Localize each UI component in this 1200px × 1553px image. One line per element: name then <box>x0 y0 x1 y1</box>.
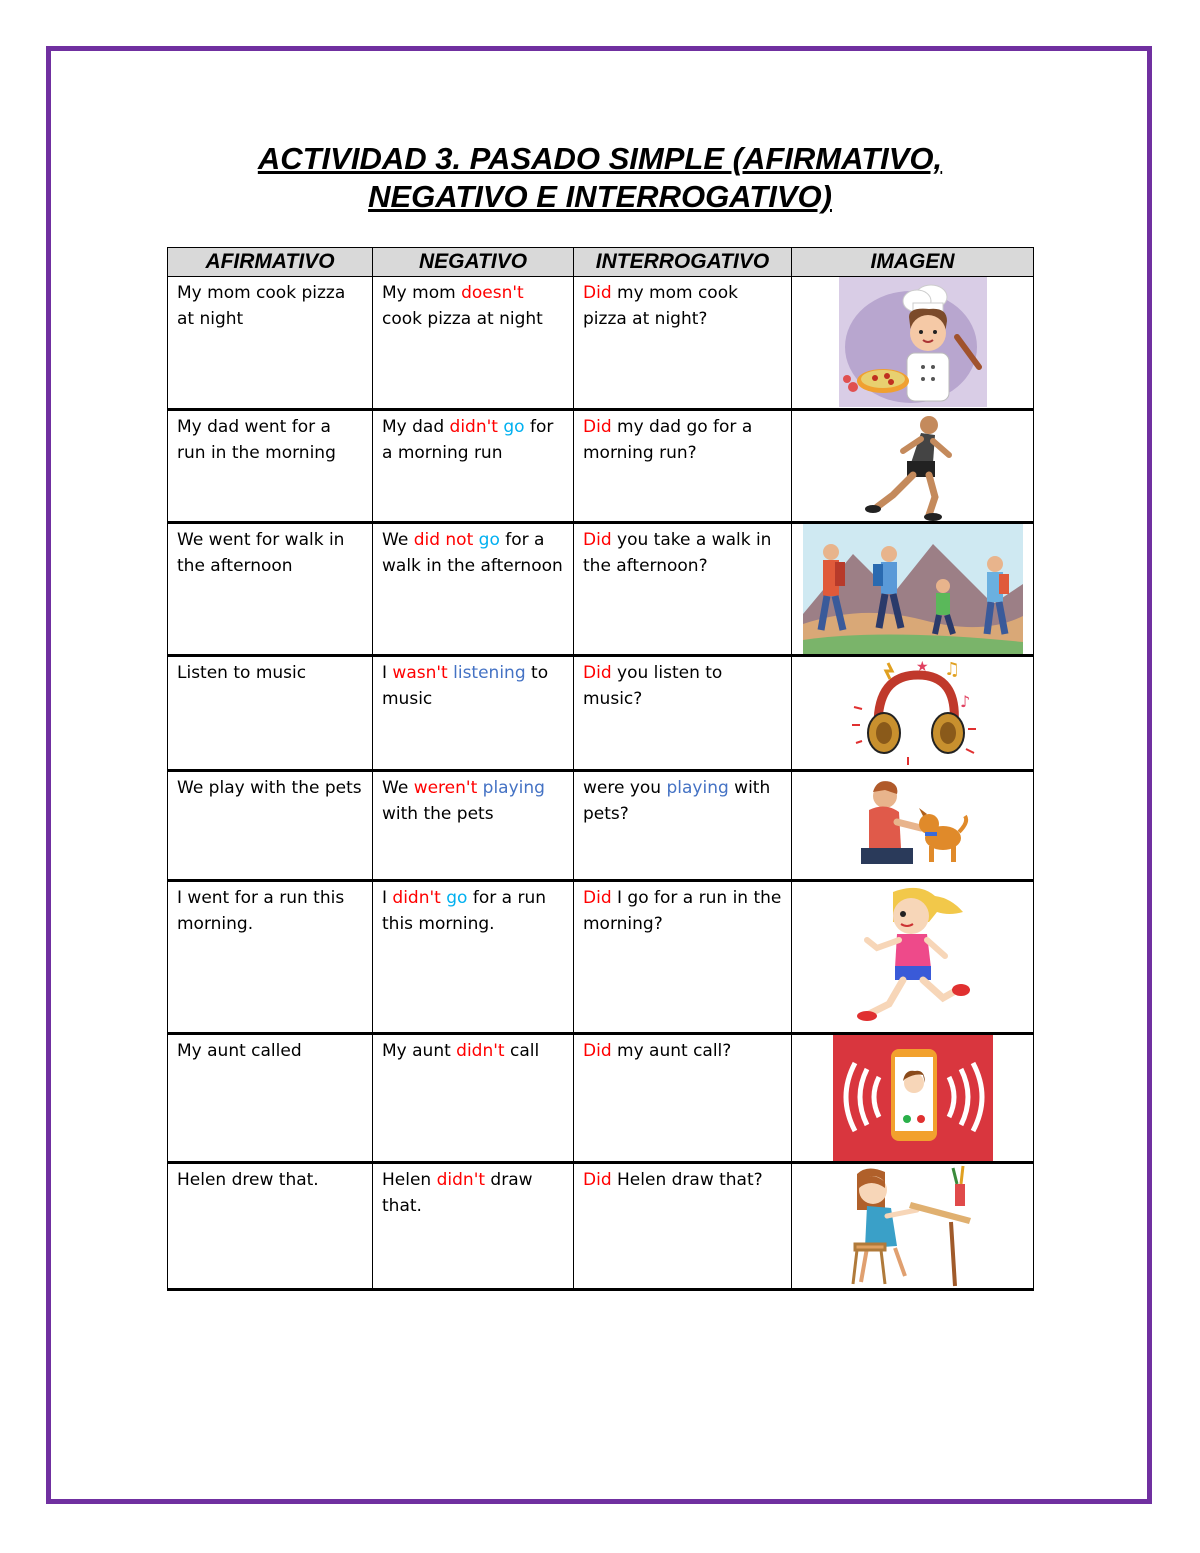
highlight-negative-word: didn't <box>449 417 498 437</box>
highlight-verb-word: playing <box>666 778 729 798</box>
man-with-dog-image <box>855 772 971 876</box>
text-run: with the pets <box>382 804 494 824</box>
highlight-negative-word: Did <box>583 417 612 437</box>
page-title <box>0 140 1200 216</box>
text-run: were you <box>583 778 667 798</box>
image-cell <box>792 881 1034 1034</box>
svg-text:♪: ♪ <box>959 692 970 711</box>
text-run: call <box>504 1041 540 1061</box>
interrogative-cell <box>574 1034 792 1163</box>
interrogative-cell <box>574 1163 792 1290</box>
girl-drawing-image <box>851 1164 975 1288</box>
title-line-2: NEGATIVO E INTERROGATIVO) <box>368 179 832 214</box>
headphones-image <box>848 657 978 769</box>
image-cell <box>792 656 1034 771</box>
text-run: you take a walk in the afternoon? <box>583 530 772 576</box>
highlight-negative-word: weren't <box>413 778 478 798</box>
negative-cell <box>373 1163 574 1290</box>
text-run: We <box>382 530 414 550</box>
highlight-negative-word: didn't <box>392 888 441 908</box>
highlight-negative-word: doesn't <box>461 283 524 303</box>
interrogative-cell <box>574 881 792 1034</box>
affirmative-cell: My mom cook pizza at night <box>168 277 373 410</box>
highlight-verb-word: go <box>478 530 500 550</box>
table-row <box>168 881 1034 1034</box>
image-cell <box>792 523 1034 656</box>
text-run: with pets? <box>583 778 771 824</box>
interrogative-cell <box>574 410 792 523</box>
highlight-negative-word: Did <box>583 1041 612 1061</box>
text-run: to music <box>382 663 549 709</box>
highlight-negative-word: didn't <box>456 1041 505 1061</box>
table-header-row <box>168 248 1034 277</box>
header-interrogativo: INTERROGATIVO <box>574 248 792 277</box>
text-run: draw that. <box>382 1170 533 1216</box>
affirmative-cell: We play with the pets <box>168 771 373 881</box>
image-cell <box>792 1034 1034 1163</box>
negative-cell <box>373 410 574 523</box>
title-line-1: ACTIVIDAD 3. PASADO SIMPLE (AFIRMATIVO, <box>257 141 943 176</box>
text-run: my dad go for a morning run? <box>583 417 753 463</box>
text-run: Helen draw that? <box>611 1170 763 1190</box>
table-row <box>168 277 1034 410</box>
highlight-negative-word: Did <box>583 1170 612 1190</box>
highlight-negative-word: Did <box>583 663 612 683</box>
text-run: I <box>382 663 393 683</box>
interrogative-cell <box>574 771 792 881</box>
text-run: my mom cook pizza at night? <box>583 283 738 329</box>
highlight-negative-word: Did <box>583 530 612 550</box>
highlight-verb-word: listening <box>453 663 526 683</box>
header-afirmativo: AFIRMATIVO <box>168 248 373 277</box>
interrogative-cell <box>574 656 792 771</box>
text-run: I go for a run in the morning? <box>583 888 782 934</box>
text-run: We <box>382 778 414 798</box>
affirmative-cell: I went for a run this morning. <box>168 881 373 1034</box>
image-cell <box>792 771 1034 881</box>
girl-running-image <box>853 882 973 1032</box>
text-run: for a run this morning. <box>382 888 546 934</box>
image-cell <box>792 410 1034 523</box>
text-run: Helen <box>382 1170 437 1190</box>
highlight-negative-word: Did <box>583 888 612 908</box>
phone-ringing-image <box>833 1035 993 1161</box>
interrogative-cell <box>574 523 792 656</box>
affirmative-cell: My dad went for a run in the morning <box>168 410 373 523</box>
table-row <box>168 523 1034 656</box>
highlight-negative-word: Did <box>583 283 612 303</box>
negative-cell <box>373 1034 574 1163</box>
header-negativo: NEGATIVO <box>373 248 574 277</box>
table-row <box>168 410 1034 523</box>
chef-with-pizza-image <box>839 277 987 407</box>
negative-cell <box>373 881 574 1034</box>
man-running-image <box>863 411 963 521</box>
table-row <box>168 1163 1034 1290</box>
table-row <box>168 1034 1034 1163</box>
text-run: My mom <box>382 283 462 303</box>
svg-text:♫: ♫ <box>943 659 960 680</box>
affirmative-cell: Listen to music <box>168 656 373 771</box>
highlight-negative-word: wasn't <box>392 663 448 683</box>
highlight-negative-word: did not <box>413 530 474 550</box>
table-row <box>168 771 1034 881</box>
interrogative-cell <box>574 277 792 410</box>
text-run: My aunt <box>382 1041 457 1061</box>
text-run: my aunt call? <box>611 1041 732 1061</box>
highlight-negative-word: didn't <box>436 1170 486 1190</box>
affirmative-cell: We went for walk in the afternoon <box>168 523 373 656</box>
text-run: you listen to music? <box>583 663 723 709</box>
negative-cell <box>373 523 574 656</box>
image-cell <box>792 277 1034 410</box>
table-row <box>168 656 1034 771</box>
negative-cell <box>373 771 574 881</box>
text-run: for a walk in the afternoon <box>382 530 563 576</box>
grammar-table <box>167 247 1034 1291</box>
header-imagen: IMAGEN <box>792 248 1034 277</box>
text-run: My dad <box>382 417 450 437</box>
text-run: cook pizza at night <box>382 309 543 329</box>
negative-cell <box>373 656 574 771</box>
highlight-verb-word: go <box>446 888 468 908</box>
svg-text:★: ★ <box>915 659 929 675</box>
highlight-verb-word: go <box>503 417 525 437</box>
image-cell <box>792 1163 1034 1290</box>
family-hiking-image <box>803 524 1023 654</box>
affirmative-cell: Helen drew that. <box>168 1163 373 1290</box>
text-run: for a morning run <box>382 417 554 463</box>
highlight-verb-word: playing <box>482 778 545 798</box>
negative-cell <box>373 277 574 410</box>
text-run: I <box>382 888 393 908</box>
affirmative-cell: My aunt called <box>168 1034 373 1163</box>
